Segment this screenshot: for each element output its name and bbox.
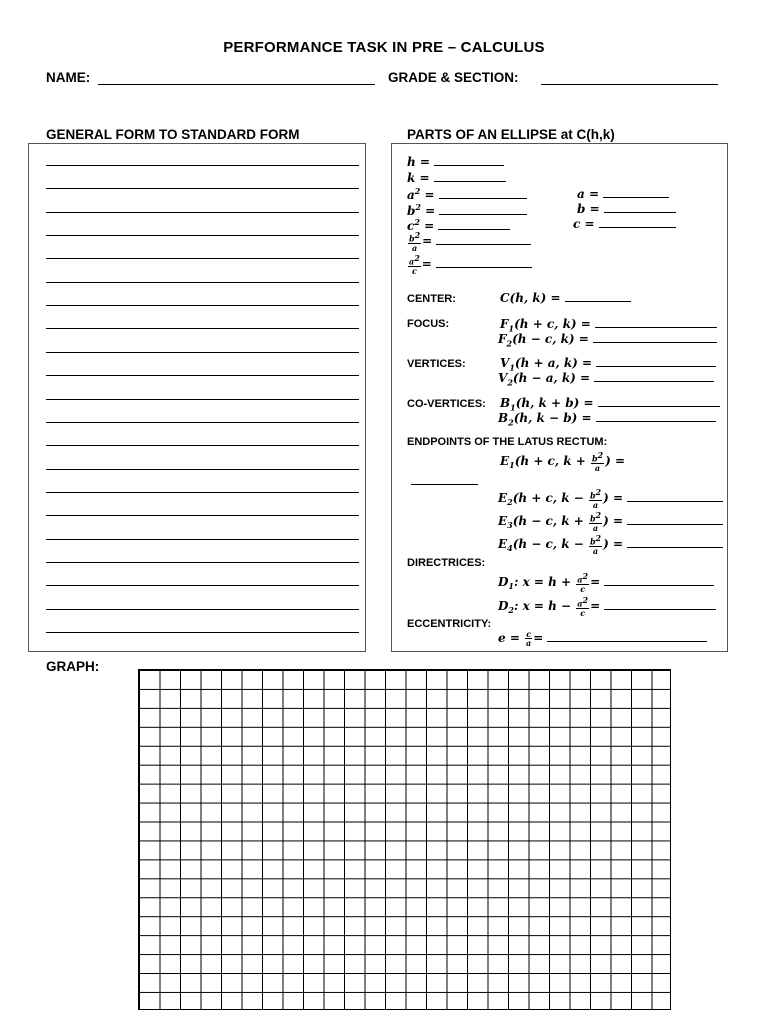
ruled-line[interactable] [46, 212, 359, 213]
h-row: h = [407, 155, 504, 169]
ruled-line[interactable] [46, 399, 359, 400]
ruled-line[interactable] [46, 539, 359, 540]
center-label: CENTER: [407, 293, 456, 305]
covertex2-blank[interactable] [596, 420, 716, 422]
a2-over-c-blank[interactable] [436, 266, 532, 268]
b-row: b = [577, 202, 676, 216]
ruled-line[interactable] [46, 422, 359, 423]
ruled-line[interactable] [46, 165, 359, 166]
a-row: a = [577, 187, 669, 201]
name-blank[interactable] [98, 84, 375, 85]
ruled-line[interactable] [46, 258, 359, 259]
grade-section-label: GRADE & SECTION: [388, 70, 519, 85]
vertices-label: VERTICES: [407, 358, 466, 370]
center-blank[interactable] [565, 300, 631, 302]
c-blank[interactable] [599, 226, 676, 228]
eccentricity-label: ECCENTRICITY: [407, 618, 492, 630]
eccentricity-row: e = $\frac{c}{a}$ = [498, 630, 707, 647]
c2-blank[interactable] [438, 228, 510, 230]
directrix2-row: $D_2$: x = h − $\frac{a^2}{c}$ = [498, 596, 716, 617]
covertices-label: CO-VERTICES: [407, 398, 486, 410]
graph-grid[interactable] [138, 669, 671, 1010]
graph-label: GRAPH: [46, 659, 100, 674]
latus2-blank[interactable] [627, 500, 723, 502]
c2-row: $c^2$ = [407, 217, 510, 233]
vertex2-blank[interactable] [594, 380, 714, 382]
directrix1-row: $D_1$: x = h + $\frac{a^2}{c}$ = [498, 572, 714, 593]
ruled-line[interactable] [46, 515, 359, 516]
ruled-line[interactable] [46, 585, 359, 586]
ruled-line[interactable] [46, 445, 359, 446]
a2-row: $a^2$ = [407, 186, 527, 202]
ruled-line[interactable] [46, 328, 359, 329]
latus1-blank[interactable] [411, 484, 478, 485]
k-row: k = [407, 171, 506, 185]
general-form-heading: GENERAL FORM TO STANDARD FORM [46, 127, 300, 142]
latus1-row: $E_1(h + c$, k + $\frac{b^2}{a}$ ) = [500, 450, 626, 473]
covertex1-blank[interactable] [598, 405, 720, 407]
focus2-blank[interactable] [593, 341, 717, 343]
focus2-row: $F_2(h - c$, k) = [498, 332, 717, 348]
ruled-line[interactable] [46, 282, 359, 283]
focus-label: FOCUS: [407, 318, 450, 330]
latus4-row: $E_4(h - c$, k − $\frac{b^2}{a}$ ) = [498, 534, 723, 555]
h-blank[interactable] [434, 164, 504, 166]
b2-row: $b^2$ = [407, 202, 527, 218]
ruled-line[interactable] [46, 609, 359, 610]
covertex2-row: $B_2(h$, k − b) = [498, 411, 716, 427]
ruled-line[interactable] [46, 352, 359, 353]
center-row: C(h, k) = [500, 291, 631, 305]
ruled-line[interactable] [46, 235, 359, 236]
a2-blank[interactable] [439, 197, 527, 199]
general-form-box[interactable] [28, 143, 366, 652]
name-label: NAME: [46, 70, 91, 85]
ruled-line[interactable] [46, 469, 359, 470]
vertex2-row: $V_2(h - a$, k) = [498, 371, 714, 387]
directrix2-blank[interactable] [604, 608, 716, 610]
c-row: c = [573, 217, 676, 231]
k-blank[interactable] [434, 180, 506, 182]
focus1-row: $F_1(h + c$, k) = [500, 317, 717, 333]
ruled-line[interactable] [46, 305, 359, 306]
ruled-line[interactable] [46, 375, 359, 376]
eccentricity-blank[interactable] [547, 640, 707, 642]
directrices-label: DIRECTRICES: [407, 557, 486, 569]
a2-over-c-row: $\frac{a^2}{c}$ = [407, 254, 532, 275]
ellipse-parts-box [391, 143, 728, 652]
vertex1-row: $V_1(h + a$, k) = [500, 356, 716, 372]
latus3-blank[interactable] [627, 523, 723, 525]
covertex1-row: $B_1(h$, k + b) = [500, 396, 720, 412]
focus1-blank[interactable] [595, 326, 717, 328]
ellipse-parts-heading: PARTS OF AN ELLIPSE at C(h,k) [407, 127, 615, 142]
vertex1-blank[interactable] [596, 365, 716, 367]
grade-section-blank[interactable] [541, 84, 718, 85]
latus3-row: $E_3(h - c$, k + $\frac{b^2}{a}$ ) = [498, 511, 723, 532]
b2-over-a-row: $\frac{b^2}{a}$ = [407, 231, 531, 252]
page-title: PERFORMANCE TASK IN PRE – CALCULUS [223, 39, 545, 56]
latus-rectum-label: ENDPOINTS OF THE LATUS RECTUM: [407, 436, 608, 448]
ruled-line[interactable] [46, 188, 359, 189]
ruled-line[interactable] [46, 492, 359, 493]
ruled-line[interactable] [46, 632, 359, 633]
ruled-line[interactable] [46, 562, 359, 563]
b2-over-a-blank[interactable] [436, 243, 531, 245]
directrix1-blank[interactable] [604, 584, 714, 586]
latus2-row: $E_2(h + c$, k − $\frac{b^2}{a}$ ) = [498, 488, 723, 509]
latus4-blank[interactable] [627, 546, 723, 548]
b2-blank[interactable] [439, 213, 527, 215]
a-blank[interactable] [603, 196, 669, 198]
b-blank[interactable] [604, 211, 676, 213]
